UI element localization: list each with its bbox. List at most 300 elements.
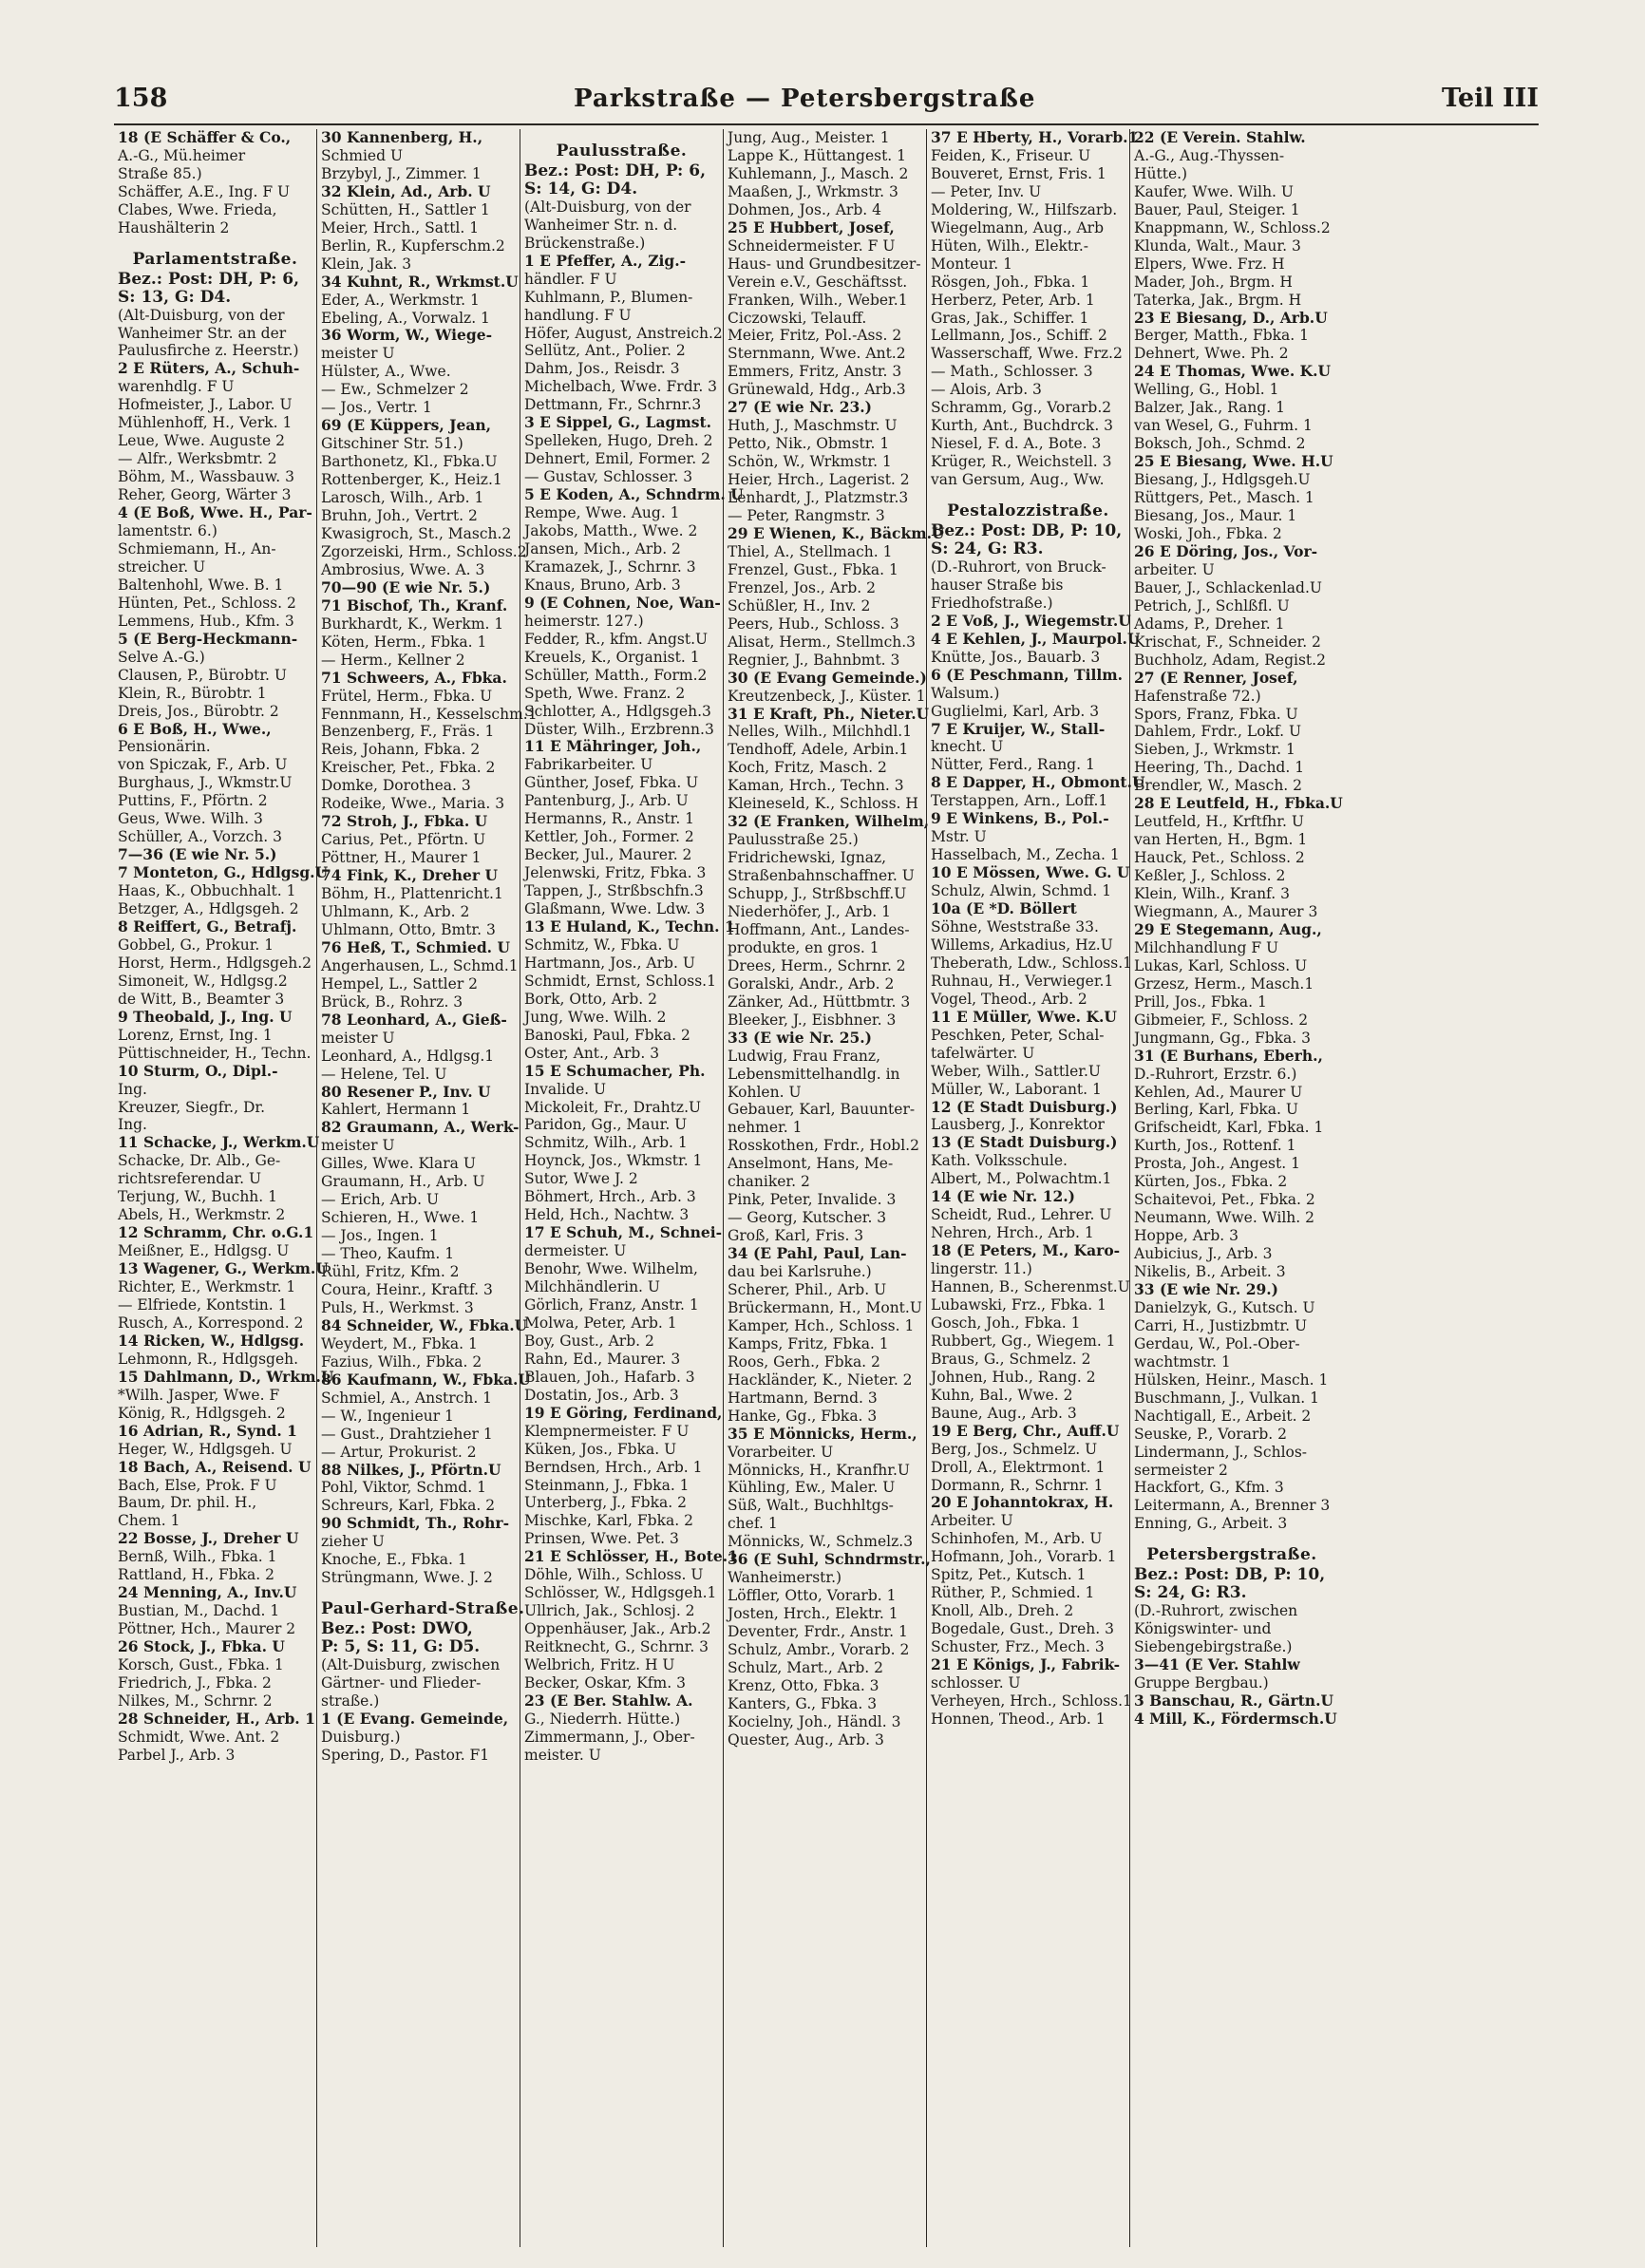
house-number-entry: 23 E Biesang, D., Arb.U <box>1134 308 1328 327</box>
resident-entry: Terjung, W., Buchh. 1 <box>118 1188 278 1206</box>
resident-entry: Banoski, Paul, Fbka. 2 <box>524 1026 690 1044</box>
resident-entry: Honnen, Theod., Arb. 1 <box>931 1710 1106 1728</box>
resident-entry: Königswinter- und <box>1134 1620 1272 1638</box>
resident-entry: Lausberg, J., Konrektor <box>931 1116 1105 1134</box>
resident-entry: (Alt-Duisburg, von der <box>524 198 691 216</box>
house-number-entry: 11 E Mähringer, Joh., <box>524 737 702 756</box>
resident-entry: Schmiel, A., Anstrch. 1 <box>321 1389 493 1407</box>
resident-entry: Schüßler, H., Inv. 2 <box>728 596 871 614</box>
resident-entry: Gosch, Joh., Fbka. 1 <box>931 1314 1081 1332</box>
house-number-entry: 3—41 (E Ver. Stahlw <box>1134 1655 1300 1674</box>
resident-entry: Clabes, Wwe. Frieda, <box>118 200 277 218</box>
house-number-entry: 18 Bach, A., Reisend. U <box>118 1457 312 1476</box>
resident-entry: Rodeike, Wwe., Maria. 3 <box>321 795 505 813</box>
resident-entry: Paridon, Gg., Maur. U <box>524 1116 688 1134</box>
resident-entry: Rempe, Wwe. Aug. 1 <box>524 504 680 522</box>
resident-entry: Weydert, M., Fbka. 1 <box>321 1334 478 1352</box>
resident-entry: Dreis, Jos., Bürobtr. 2 <box>118 702 279 720</box>
resident-entry: Brendler, W., Masch. 2 <box>1134 777 1303 795</box>
column-2 <box>317 128 538 2247</box>
district-info: S: 24, G: R3. <box>931 539 1044 558</box>
resident-entry: Schmiemann, H., An- <box>118 539 276 558</box>
resident-entry: Bernß, Wilh., Fbka. 1 <box>118 1548 277 1566</box>
house-number-entry: 1 E Pfeffer, A., Zig.- <box>524 251 687 270</box>
resident-entry: Zänker, Ad., Hüttbmtr. 3 <box>728 992 911 1011</box>
resident-entry: Niesel, F. d. A., Bote. 3 <box>931 435 1102 453</box>
resident-entry: Josten, Hrch., Elektr. 1 <box>728 1605 898 1623</box>
resident-entry: Kanters, G., Fbka. 3 <box>728 1694 878 1712</box>
resident-entry: Benzenberg, F., Fräs. 1 <box>321 723 495 741</box>
resident-entry: Söhne, Weststraße 33. <box>931 917 1099 936</box>
resident-entry: hauser Straße bis <box>931 576 1064 594</box>
resident-entry: Kocielny, Joh., Händl. 3 <box>728 1712 901 1730</box>
district-info: S: 14, G: D4. <box>524 179 638 198</box>
resident-entry: Kwasigroch, St., Masch.2 <box>321 524 512 542</box>
resident-entry: Regnier, J., Bahnbmt. 3 <box>728 651 900 669</box>
resident-entry: Albert, M., Polwachtm.1 <box>931 1170 1112 1188</box>
resident-entry: Oppenhäuser, Jak., Arb.2 <box>524 1620 711 1638</box>
resident-entry: Milchhandlung F U <box>1134 938 1279 956</box>
resident-entry: Taterka, Jak., Brgm. H <box>1134 291 1302 309</box>
house-number-entry: 23 (E Ber. Stahlw. A. <box>524 1691 693 1710</box>
resident-entry: Prosta, Joh., Angest. 1 <box>1134 1155 1300 1173</box>
house-number-entry: 84 Schneider, W., Fbka.U <box>321 1315 528 1334</box>
resident-entry: Vorarbeiter. U <box>728 1443 834 1461</box>
resident-entry: Kahlert, Hermann 1 <box>321 1101 471 1119</box>
resident-entry: Tappen, J., Strßbschfn.3 <box>524 882 704 900</box>
resident-entry: Bouveret, Ernst, Fris. 1 <box>931 164 1106 182</box>
resident-entry: Brzybyl, J., Zimmer. 1 <box>321 164 482 182</box>
resident-entry: Milchhändlerin. U <box>524 1278 660 1296</box>
resident-entry: Schinhofen, M., Arb. U <box>931 1530 1103 1548</box>
resident-entry: Coura, Heinr., Kraftf. 3 <box>321 1281 493 1298</box>
resident-entry: Berndsen, Hrch., Arb. 1 <box>524 1458 703 1476</box>
resident-entry: Graumann, H., Arb. U <box>321 1173 485 1191</box>
resident-entry: Görlich, Franz, Anstr. 1 <box>524 1296 699 1314</box>
resident-entry: Püttischneider, H., Techn. <box>118 1044 312 1062</box>
resident-entry: Gilles, Wwe. Klara U <box>321 1155 476 1173</box>
resident-entry: Kuhn, Bal., Wwe. 2 <box>931 1386 1073 1404</box>
resident-entry: Grifscheidt, Karl, Fbka. 1 <box>1134 1119 1324 1137</box>
resident-entry: Kuhlmann, P., Blumen- <box>524 288 693 306</box>
resident-entry: Moldering, W., Hilfszarb. <box>931 200 1118 218</box>
resident-entry: Knoll, Alb., Dreh. 2 <box>931 1602 1074 1620</box>
house-number-entry: 33 (E wie Nr. 29.) <box>1134 1280 1279 1298</box>
resident-entry: Held, Hch., Nachtw. 3 <box>524 1206 690 1224</box>
resident-entry: Schön, W., Wrkmstr. 1 <box>728 453 892 471</box>
resident-entry: Rusch, A., Korrespond. 2 <box>118 1314 304 1332</box>
resident-entry: Richter, E., Werkmstr. 1 <box>118 1278 296 1296</box>
resident-entry: Balzer, Jak., Rang. 1 <box>1134 399 1286 417</box>
house-number-entry: 71 Schweers, A., Fbka. <box>321 668 507 687</box>
house-number-entry: 5 E Koden, A., Schndrm. U <box>524 485 744 504</box>
resident-entry: Kaufer, Wwe. Wilh. U <box>1134 182 1294 200</box>
resident-entry: Dostatin, Jos., Arb. 3 <box>524 1386 679 1404</box>
house-number-entry: 3 Banschau, R., Gärtn.U <box>1134 1691 1333 1710</box>
resident-entry: Kreutzenbeck, J., Küster. 1 <box>728 687 926 705</box>
resident-entry: händler. F U <box>524 270 617 288</box>
resident-entry: Terstappen, Arn., Loff.1 <box>931 792 1108 810</box>
resident-entry: Glaßmann, Wwe. Ldw. 3 <box>524 900 706 918</box>
resident-entry: Schieren, H., Wwe. 1 <box>321 1209 480 1227</box>
house-number-entry: 88 Nilkes, J., Pförtn.U <box>321 1460 501 1479</box>
resident-entry: Groß, Karl, Fris. 3 <box>728 1227 864 1245</box>
resident-entry: Spors, Franz, Fbka. U <box>1134 705 1298 723</box>
resident-entry: Nütter, Ferd., Rang. 1 <box>931 756 1095 774</box>
resident-entry: Schneidermeister. F U <box>728 236 896 255</box>
house-number-entry: 24 E Thomas, Wwe. K.U <box>1134 362 1332 381</box>
resident-entry: Lellmann, Jos., Schiff. 2 <box>931 327 1107 345</box>
resident-entry: Ludwig, Frau Franz, <box>728 1047 880 1065</box>
resident-entry: zieher U <box>321 1533 385 1551</box>
resident-entry: Klein, Wilh., Kranf. 3 <box>1134 885 1290 903</box>
resident-entry: Weber, Wilh., Sattler.U <box>931 1062 1101 1080</box>
resident-entry: — Gustav, Schlosser. 3 <box>524 468 693 486</box>
resident-entry: Schmitz, W., Fbka. U <box>524 936 680 954</box>
resident-entry: Pensionärin. <box>118 738 211 756</box>
resident-entry: Bauer, Paul, Steiger. 1 <box>1134 200 1300 218</box>
street-heading: Paul-Gerhard-Straße. <box>321 1599 525 1619</box>
resident-entry: Schlotter, A., Hdlgsgeh.3 <box>524 702 711 720</box>
resident-entry: Baune, Aug., Arb. 3 <box>931 1404 1077 1422</box>
resident-entry: Kurth, Ant., Buchdrck. 3 <box>931 417 1114 435</box>
resident-entry: Hütte.) <box>1134 164 1188 182</box>
resident-entry: Gobbel, G., Prokur. 1 <box>118 936 274 954</box>
resident-entry: Fazius, Wilh., Fbka. 2 <box>321 1352 482 1370</box>
resident-entry: lingerstr. 11.) <box>931 1260 1032 1278</box>
resident-entry: Enning, G., Arbeit. 3 <box>1134 1515 1288 1533</box>
resident-entry: Mischke, Karl, Fbka. 2 <box>524 1512 693 1530</box>
resident-entry: Müller, W., Laborant. 1 <box>931 1080 1102 1098</box>
resident-entry: Kehlen, Ad., Maurer U <box>1134 1083 1303 1101</box>
resident-entry: meister U <box>321 345 395 363</box>
resident-entry: Haus- und Grundbesitzer- <box>728 255 921 273</box>
resident-entry: produkte, en gros. 1 <box>728 938 879 956</box>
resident-entry: Rottenberger, K., Heiz.1 <box>321 471 502 489</box>
resident-entry: Mickoleit, Fr., Drahtz.U <box>524 1098 702 1116</box>
house-number-entry: 7 Monteton, G., Hdlgsg.U <box>118 863 329 882</box>
resident-entry: Kamps, Fritz, Fbka. 1 <box>728 1334 889 1352</box>
resident-entry: Knütte, Jos., Bauarb. 3 <box>931 648 1101 666</box>
resident-entry: sermeister 2 <box>1134 1461 1228 1479</box>
house-number-entry: 25 E Biesang, Wwe. H.U <box>1134 452 1333 471</box>
column-5 <box>927 128 1145 2247</box>
resident-entry: Walsum.) <box>931 684 1000 702</box>
resident-entry: Gerdau, W., Pol.-Ober- <box>1134 1334 1300 1352</box>
district-info: Bez.: Post: DWO, <box>321 1619 473 1639</box>
resident-entry: Herberz, Peter, Arb. 1 <box>931 291 1095 309</box>
resident-entry: Wiegmann, A., Maurer 3 <box>1134 902 1318 920</box>
resident-entry: Schmitz, Wilh., Arb. 1 <box>524 1134 688 1152</box>
house-number-entry: 5 (E Berg-Heckmann- <box>118 629 298 648</box>
resident-entry: Frenzel, Jos., Arb. 2 <box>728 578 876 596</box>
resident-entry: Grünewald, Hdg., Arb.3 <box>728 381 906 399</box>
house-number-entry: 72 Stroh, J., Fbka. U <box>321 812 488 831</box>
resident-entry: Schulz, Alwin, Schmd. 1 <box>931 882 1112 900</box>
resident-entry: Klempnermeister. F U <box>524 1422 690 1440</box>
resident-entry: Pohl, Viktor, Schmd. 1 <box>321 1479 486 1497</box>
resident-entry: Peers, Hub., Schloss. 3 <box>728 614 899 633</box>
house-number-entry: 74 Fink, K., Dreher U <box>321 866 498 885</box>
house-number-entry: 28 E Leutfeld, H., Fbka.U <box>1134 794 1343 813</box>
resident-entry: Dahm, Jos., Reisdr. 3 <box>524 360 680 378</box>
resident-entry: Böhm, H., Plattenricht.1 <box>321 885 503 903</box>
resident-entry: Hartmann, Bernd. 3 <box>728 1389 878 1407</box>
street-heading: Pestalozzistraße. <box>947 501 1109 521</box>
resident-entry: Koch, Fritz, Masch. 2 <box>728 759 887 777</box>
house-number-entry: 20 E Johanntokrax, H. <box>931 1493 1114 1512</box>
house-number-entry: 21 E Königs, J., Fabrik- <box>931 1655 1121 1674</box>
house-number-entry: 14 (E wie Nr. 12.) <box>931 1187 1076 1206</box>
house-number-entry: 19 E Berg, Chr., Auff.U <box>931 1421 1120 1440</box>
resident-entry: Heering, Th., Dachd. 1 <box>1134 759 1305 777</box>
resident-entry: meister U <box>321 1137 395 1155</box>
resident-entry: Larosch, Wilh., Arb. 1 <box>321 489 484 507</box>
resident-entry: Böhm, M., Wassbauw. 3 <box>118 468 294 486</box>
resident-entry: Burkhardt, K., Werkm. 1 <box>321 614 504 633</box>
resident-entry: chaniker. 2 <box>728 1173 810 1191</box>
resident-entry: Prill, Jos., Fbka. 1 <box>1134 992 1267 1011</box>
resident-entry: Rühl, Fritz, Kfm. 2 <box>321 1263 460 1281</box>
resident-entry: Vogel, Theod., Arb. 2 <box>931 990 1087 1008</box>
resident-entry: Nilkes, M., Schrnr. 2 <box>118 1692 273 1710</box>
resident-entry: Kürten, Jos., Fbka. 2 <box>1134 1173 1288 1191</box>
district-info: Bez.: Post: DB, P: 10, <box>931 521 1123 541</box>
resident-entry: Jansen, Mich., Arb. 2 <box>524 539 681 558</box>
house-number-entry: 71 Bischof, Th., Kranf. <box>321 595 508 614</box>
house-number-entry: 21 E Schlösser, H., Bote.1 <box>524 1547 738 1566</box>
resident-entry: Abels, H., Werkmstr. 2 <box>118 1206 286 1224</box>
house-number-entry: 4 Mill, K., Fördermsch.U <box>1134 1709 1337 1728</box>
resident-entry: D.-Ruhrort, Erzstr. 6.) <box>1134 1065 1297 1083</box>
resident-entry: Nelles, Wilh., Milchhdl.1 <box>728 723 913 741</box>
resident-entry: Krischat, F., Schneider. 2 <box>1134 633 1321 651</box>
resident-entry: Uhlmann, Otto, Bmtr. 3 <box>321 920 496 938</box>
resident-entry: Fabrikarbeiter. U <box>524 756 653 774</box>
resident-entry: — W., Ingenieur 1 <box>321 1407 454 1425</box>
resident-entry: meister U <box>321 1029 395 1047</box>
resident-entry: Spering, D., Pastor. F1 <box>321 1746 490 1764</box>
resident-entry: Dehnert, Wwe. Ph. 2 <box>1134 345 1289 363</box>
house-number-entry: 37 E Hberty, H., Vorarb.1 <box>931 128 1139 146</box>
resident-entry: König, R., Hdlgsgeh. 2 <box>118 1404 286 1422</box>
house-number-entry: 31 (E Burhans, Eberh., <box>1134 1046 1323 1065</box>
resident-entry: Leitermann, A., Brenner 3 <box>1134 1497 1331 1515</box>
house-number-entry: 9 Theobald, J., Ing. U <box>118 1007 293 1026</box>
house-number-entry: 27 (E wie Nr. 23.) <box>728 398 873 417</box>
resident-entry: Schüller, Matth., Form.2 <box>524 666 708 684</box>
house-number-entry: 13 (E Stadt Duisburg.) <box>931 1133 1118 1152</box>
page-header <box>114 84 1539 122</box>
resident-entry: Willems, Arkadius, Hz.U <box>931 936 1113 954</box>
resident-entry: warenhdlg. F U <box>118 378 235 396</box>
resident-entry: Leutfeld, H., Krftfhr. U <box>1134 813 1304 831</box>
resident-entry: Jelenwski, Fritz, Fbka. 3 <box>524 864 707 882</box>
house-number-entry: 8 Reiffert, G., Betrafj. <box>118 917 297 936</box>
house-number-entry: 11 Schacke, J., Werkm.U <box>118 1133 320 1152</box>
resident-entry: Rubbert, Gg., Wiegem. 1 <box>931 1332 1116 1350</box>
house-number-entry: 10 Sturm, O., Dipl.- <box>118 1061 278 1080</box>
resident-entry: Hasselbach, M., Zecha. 1 <box>931 846 1120 864</box>
resident-entry: Gibmeier, F., Schloss. 2 <box>1134 1011 1309 1029</box>
house-number-entry: 29 E Wienen, K., Bäckm.U <box>728 523 945 542</box>
resident-entry: Goralski, Andr., Arb. 2 <box>728 974 895 992</box>
resident-entry: — Herm., Kellner 2 <box>321 651 465 669</box>
resident-entry: Krüger, R., Weichstell. 3 <box>931 453 1112 471</box>
resident-entry: Kurth, Jos., Rottenf. 1 <box>1134 1137 1296 1155</box>
resident-entry: van Gersum, Aug., Ww. <box>931 471 1105 489</box>
resident-entry: Hoppe, Arb. 3 <box>1134 1227 1238 1245</box>
resident-entry: Gitschiner Str. 51.) <box>321 435 463 453</box>
resident-entry: Boy, Gust., Arb. 2 <box>524 1332 654 1350</box>
resident-entry: Rösgen, Joh., Fbka. 1 <box>931 273 1090 291</box>
resident-entry: Nikelis, B., Arbeit. 3 <box>1134 1263 1286 1281</box>
resident-entry: Parbel J., Arb. 3 <box>118 1746 236 1764</box>
resident-entry: Alisat, Herm., Stellmch.3 <box>728 633 917 651</box>
resident-entry: Leue, Wwe. Auguste 2 <box>118 432 285 450</box>
house-number-entry: 70—90 (E wie Nr. 5.) <box>321 577 491 596</box>
resident-entry: — Peter, Inv. U <box>931 182 1042 200</box>
house-number-entry: 69 (E Küppers, Jean, <box>321 416 492 435</box>
street-heading: Petersbergstraße. <box>1146 1545 1317 1565</box>
house-number-entry: 10a (E *D. Böllert <box>931 899 1077 918</box>
resident-entry: Prinsen, Wwe. Pet. 3 <box>524 1530 679 1548</box>
house-number-entry: 13 Wagener, G., Werkm.U <box>118 1259 329 1278</box>
resident-entry: Maaßen, J., Wrkmstr. 3 <box>728 182 898 200</box>
resident-entry: A.-G., Mü.heimer <box>118 146 246 164</box>
resident-entry: Reitknecht, G., Schrnr. 3 <box>524 1638 709 1656</box>
resident-entry: Bruhn, Joh., Vertrt. 2 <box>321 507 478 525</box>
resident-entry: Haushälterin 2 <box>118 218 230 236</box>
resident-entry: nehmer. 1 <box>728 1119 803 1137</box>
resident-entry: Düster, Wilh., Erzbrenn.3 <box>524 720 714 738</box>
resident-entry: Schüller, A., Vorzch. 3 <box>118 828 282 846</box>
resident-entry: *Wilh. Jasper, Wwe. F <box>118 1386 280 1404</box>
resident-entry: Betzger, A., Hdlgsgeh. 2 <box>118 900 299 918</box>
resident-entry: Seuske, P., Vorarb. 2 <box>1134 1425 1288 1443</box>
resident-entry: Klunda, Walt., Maur. 3 <box>1134 236 1301 255</box>
resident-entry: Biesang, Jos., Maur. 1 <box>1134 507 1297 525</box>
resident-entry: Köten, Herm., Fbka. 1 <box>321 633 487 651</box>
house-number-entry: 31 E Kraft, Ph., Nieter.U <box>728 704 930 723</box>
resident-entry: Angerhausen, L., Schmd.1 <box>321 956 519 974</box>
house-number-entry: 17 E Schuh, M., Schnei- <box>524 1223 723 1242</box>
resident-entry: Invalide. U <box>524 1080 607 1098</box>
resident-entry: Schreurs, Karl, Fbka. 2 <box>321 1497 496 1515</box>
resident-entry: Eder, A., Werkmstr. 1 <box>321 291 480 309</box>
resident-entry: Böhmert, Hrch., Arb. 3 <box>524 1188 696 1206</box>
resident-entry: A.-G., Aug.-Thyssen- <box>1134 146 1285 164</box>
resident-entry: — Math., Schlosser. 3 <box>931 363 1093 381</box>
resident-entry: Heger, W., Hdlgsgeh. U <box>118 1440 293 1458</box>
resident-entry: Brückermann, H., Mont.U <box>728 1298 922 1316</box>
resident-entry: Meißner, E., Hdlgsg. U <box>118 1242 290 1260</box>
resident-entry: Peschken, Peter, Schal- <box>931 1026 1105 1044</box>
resident-entry: Mönnicks, W., Schmelz.3 <box>728 1533 914 1551</box>
resident-entry: Gras, Jak., Schiffer. 1 <box>931 309 1089 327</box>
resident-entry: Sieben, J., Wrkmstr. 1 <box>1134 741 1295 759</box>
resident-entry: Gruppe Bergbau.) <box>1134 1674 1269 1692</box>
resident-entry: Sellütz, Ant., Polier. 2 <box>524 342 686 360</box>
resident-entry: Droll, A., Elektrmont. 1 <box>931 1458 1106 1476</box>
resident-entry: Jung, Wwe. Wilh. 2 <box>524 1008 667 1026</box>
resident-entry: Pöttner, Hch., Maurer 2 <box>118 1620 296 1638</box>
resident-entry: Dormann, R., Schrnr. 1 <box>931 1476 1104 1494</box>
resident-entry: Elpers, Wwe. Frz. H <box>1134 255 1285 273</box>
house-number-entry: 18 (E Schäffer & Co., <box>118 128 292 146</box>
resident-entry: meister. U <box>524 1746 601 1764</box>
resident-entry: Mstr. U <box>931 828 987 846</box>
resident-entry: Scheidt, Rud., Lehrer. U <box>931 1206 1112 1224</box>
resident-entry: Kleineseld, K., Schloss. H <box>728 795 918 813</box>
resident-entry: Fennmann, H., Kesselschm.1 <box>321 705 538 723</box>
district-info: Bez.: Post: DB, P: 10, <box>1134 1565 1326 1585</box>
resident-entry: Feiden, K., Friseur. U <box>931 146 1091 164</box>
resident-entry: Ebeling, A., Vorwalz. 1 <box>321 309 490 327</box>
resident-entry: Monteur. 1 <box>931 255 1012 273</box>
resident-entry: Michelbach, Wwe. Frdr. 3 <box>524 378 718 396</box>
house-number-entry: 29 E Stegemann, Aug., <box>1134 919 1322 938</box>
district-info: S: 13, G: D4. <box>118 287 232 307</box>
resident-entry: Clausen, P., Bürobtr. U <box>118 666 287 684</box>
resident-entry: Fedder, R., kfm. Angst.U <box>524 630 709 648</box>
resident-entry: Puttins, F., Pförtn. 2 <box>118 792 268 810</box>
house-number-entry: 7—36 (E wie Nr. 5.) <box>118 845 277 864</box>
resident-entry: tafelwärter. U <box>931 1044 1035 1062</box>
resident-entry: Reher, Georg, Wärter 3 <box>118 486 292 504</box>
resident-entry: van Wesel, G., Fuhrm. 1 <box>1134 417 1313 435</box>
resident-entry: Wiegelmann, Aug., Arb <box>931 218 1105 236</box>
resident-entry: Simoneit, W., Hdlgsg.2 <box>118 972 288 990</box>
resident-entry: Hoffmann, Ant., Landes- <box>728 920 910 938</box>
resident-entry: Berling, Karl, Fbka. U <box>1134 1101 1298 1119</box>
resident-entry: Bach, Else, Prok. F U <box>118 1476 277 1494</box>
house-number-entry: 8 E Dapper, H., Obmont.U <box>931 773 1145 792</box>
house-number-entry: 2 E Rüters, A., Schuh- <box>118 359 300 378</box>
house-number-entry: 24 Menning, A., Inv.U <box>118 1583 297 1602</box>
resident-entry: Lukas, Karl, Schloss. U <box>1134 956 1308 974</box>
resident-entry: Hauck, Pet., Schloss. 2 <box>1134 849 1305 867</box>
resident-entry: Barthonetz, Kl., Fbka.U <box>321 453 498 471</box>
resident-entry: Schulz, Mart., Arb. 2 <box>728 1659 884 1677</box>
resident-entry: Emmers, Fritz, Anstr. 3 <box>728 363 902 381</box>
resident-entry: Hannen, B., Scherenmst.U <box>931 1278 1130 1296</box>
resident-entry: Bogedale, Gust., Dreh. 3 <box>931 1620 1115 1638</box>
resident-entry: Spelleken, Hugo, Dreh. 2 <box>524 432 713 450</box>
resident-entry: Oster, Ant., Arb. 3 <box>524 1044 660 1062</box>
resident-entry: Korsch, Gust., Fbka. 1 <box>118 1656 284 1674</box>
resident-entry: Heier, Hrch., Lagerist. 2 <box>728 471 910 489</box>
resident-entry: Dahlem, Frdr., Lokf. U <box>1134 723 1302 741</box>
house-number-entry: 10 E Mössen, Wwe. G. U <box>931 863 1130 882</box>
resident-entry: Kramazek, J., Schrnr. 3 <box>524 558 696 576</box>
resident-entry: Wanheimer Str. n. d. <box>524 216 678 234</box>
resident-entry: streicher. U <box>118 558 206 576</box>
resident-entry: Ing. <box>118 1080 147 1098</box>
resident-entry: Dettmann, Fr., Schrnr.3 <box>524 396 702 414</box>
street-range-title: Parkstraße — Petersbergstraße <box>574 85 1036 113</box>
resident-entry: Fridrichewski, Ignaz, <box>728 849 887 867</box>
resident-entry: Wasserschaff, Wwe. Frz.2 <box>931 345 1123 363</box>
resident-entry: Keßler, J., Schloss. 2 <box>1134 867 1286 885</box>
resident-entry: van Herten, H., Bgm. 1 <box>1134 831 1308 849</box>
resident-entry: straße.) <box>321 1692 380 1710</box>
resident-entry: Lorenz, Ernst, Ing. 1 <box>118 1026 273 1044</box>
resident-entry: Pöttner, H., Maurer 1 <box>321 849 482 867</box>
house-number-entry: 80 Resener P., Inv. U <box>321 1082 491 1101</box>
resident-entry: — Gust., Drahtzieher 1 <box>321 1425 493 1443</box>
resident-entry: knecht. U <box>931 738 1004 756</box>
